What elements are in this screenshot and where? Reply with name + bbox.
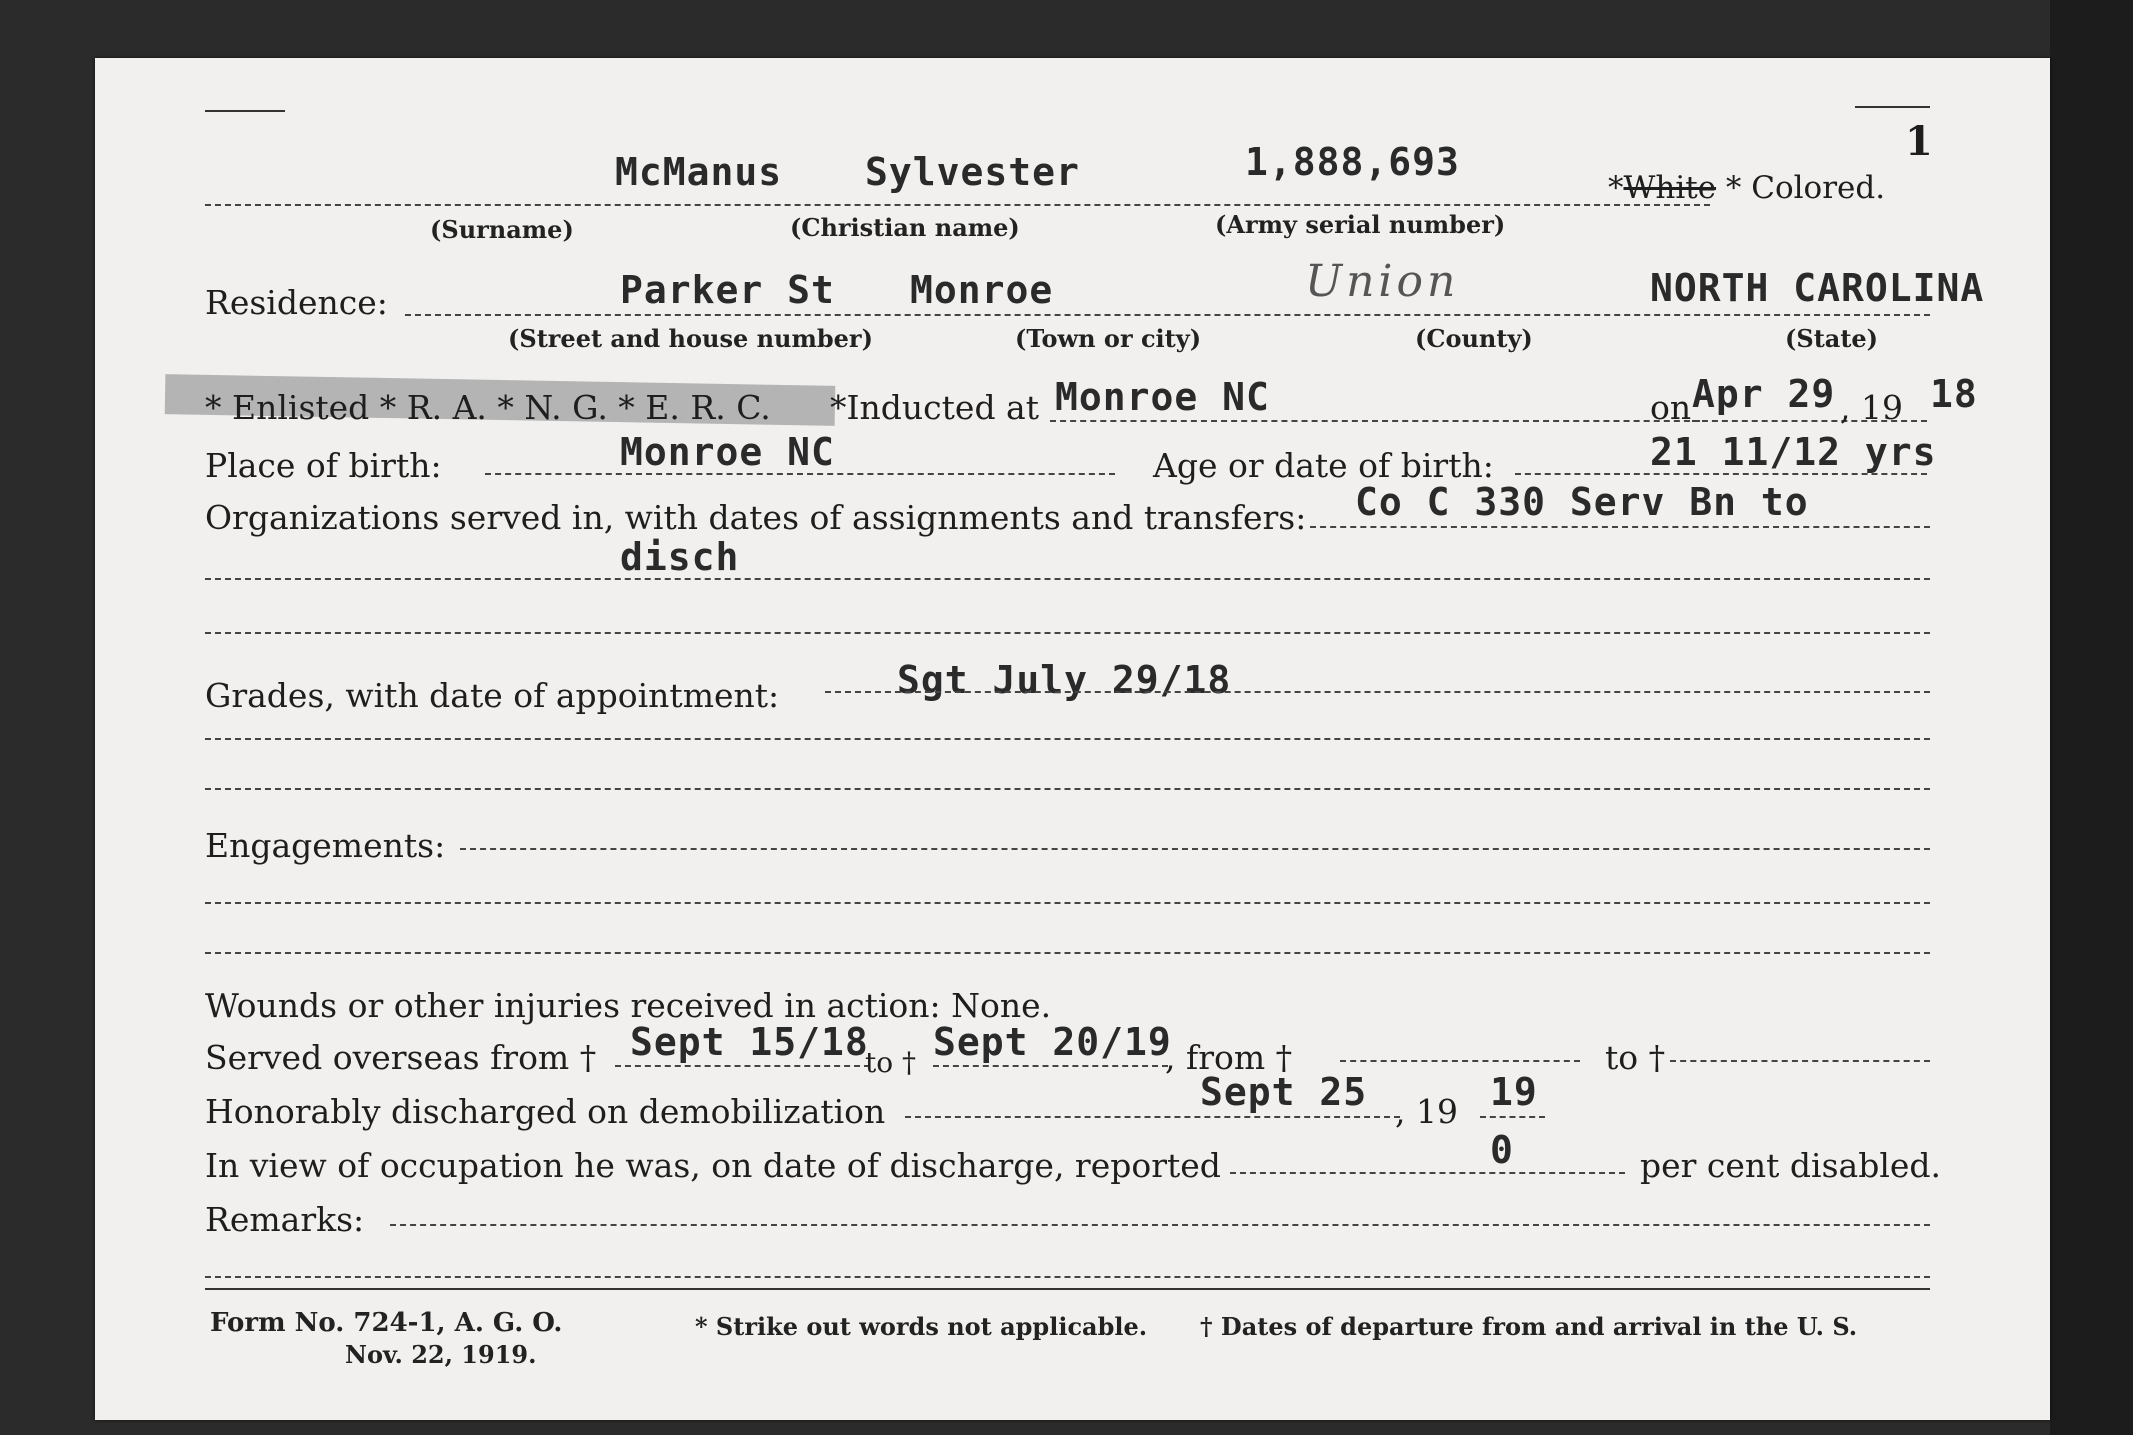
remarks-label: Remarks:: [205, 1200, 365, 1239]
place-of-birth-value: Monroe NC: [620, 430, 835, 474]
place-of-birth-label: Place of birth:: [205, 446, 442, 485]
top-left-rule: [205, 110, 285, 112]
engagements-label: Engagements:: [205, 826, 446, 865]
state-caption: (State): [1785, 324, 1879, 353]
inducted-at-value: Monroe NC: [1055, 375, 1270, 419]
disability-label: In view of occupation he was, on date of discharge, reported: [205, 1146, 1221, 1185]
grades-rule-3: [205, 788, 1930, 790]
age-line: [1515, 473, 1927, 475]
overseas-from1-line: [615, 1065, 870, 1067]
wounds-text: Wounds or other injuries received in action: None.: [205, 986, 1052, 1025]
overseas-to1-line: [933, 1065, 1168, 1067]
grades-label: Grades, with date of appointment:: [205, 676, 780, 715]
place-of-birth-line: [485, 473, 1115, 475]
surname-caption: (Surname): [430, 215, 574, 244]
disability-value: 0: [1490, 1128, 1514, 1172]
residence-town: Monroe: [910, 268, 1054, 312]
card-number: 1: [1905, 118, 1933, 165]
scan-background-edge: [2050, 0, 2133, 1435]
grades-rule-2: [205, 738, 1930, 740]
county-caption: (County): [1415, 324, 1533, 353]
inducted-label: *Inducted at: [830, 388, 1039, 427]
overseas-from2-label: , from †: [1165, 1038, 1293, 1077]
residence-county: Union: [1305, 256, 1460, 307]
organizations-rule-2: [205, 578, 1930, 580]
engagements-rule-2: [205, 902, 1930, 904]
serial-number-caption: (Army serial number): [1215, 210, 1506, 239]
inducted-year-prefix: , 19: [1840, 388, 1903, 427]
inducted-year-suffix: 18: [1930, 372, 1978, 416]
residence-line: [405, 314, 1930, 316]
form-number: Form No. 724-1, A. G. O.: [210, 1308, 563, 1338]
race-field: [1608, 170, 1885, 206]
footer-rule: [205, 1288, 1930, 1290]
discharge-year-suffix: 19: [1490, 1070, 1538, 1114]
enlistment-options: * Enlisted * R. A. * N. G. * E. R. C.: [205, 388, 771, 427]
christian-name-caption: (Christian name): [790, 213, 1020, 242]
inducted-line: [1050, 420, 1700, 422]
organizations-line2: disch: [620, 535, 740, 579]
race-star: *: [1608, 170, 1624, 206]
discharge-year-line: [1480, 1116, 1545, 1118]
race-colored: * Colored.: [1725, 170, 1886, 206]
residence-state: NORTH CAROLINA: [1650, 266, 1985, 310]
disability-suffix: per cent disabled.: [1640, 1146, 1942, 1185]
remarks-rule-2: [205, 1276, 1930, 1278]
overseas-to-mark: to †: [865, 1046, 917, 1079]
discharge-date-line: [905, 1116, 1400, 1118]
overseas-to1: Sept 20/19: [933, 1020, 1172, 1064]
residence-label: Residence:: [205, 283, 388, 322]
inducted-on-label: on: [1650, 388, 1692, 427]
surname-value: McManus: [615, 150, 783, 194]
service-record-card: [95, 58, 2050, 1420]
organizations-rule-1: [1310, 526, 1930, 528]
overseas-to2-label: to †: [1605, 1038, 1666, 1077]
disability-line: [1230, 1172, 1625, 1174]
christian-name-value: Sylvester: [865, 150, 1080, 194]
age-value: 21 11/12 yrs: [1650, 430, 1937, 474]
name-line: [205, 204, 1710, 206]
card-number-rule: [1855, 106, 1930, 108]
town-caption: (Town or city): [1015, 324, 1202, 353]
discharge-year-prefix: , 19: [1395, 1092, 1458, 1131]
serial-number-value: 1,888,693: [1245, 140, 1460, 184]
overseas-from1: Sept 15/18: [630, 1020, 869, 1064]
engagements-rule-1: [460, 848, 1930, 850]
overseas-to2-line: [1670, 1060, 1930, 1062]
street-caption: (Street and house number): [508, 324, 873, 353]
remarks-rule-1: [390, 1224, 1930, 1226]
organizations-line1: Co C 330 Serv Bn to: [1355, 480, 1809, 524]
engagements-rule-3: [205, 952, 1930, 954]
inducted-date: Apr 29: [1692, 372, 1836, 416]
race-white-struck: White: [1623, 170, 1717, 206]
form-date: Nov. 22, 1919.: [345, 1340, 537, 1369]
footnote-strike: * Strike out words not applicable.: [695, 1312, 1148, 1341]
organizations-label: Organizations served in, with dates of assignments and transfers:: [205, 498, 1307, 537]
discharge-label: Honorably discharged on demobilization: [205, 1092, 886, 1131]
footnote-dates: † Dates of departure from and arrival in the U. S.: [1200, 1312, 1858, 1341]
discharge-date: Sept 25: [1200, 1070, 1368, 1114]
grades-value: Sgt July 29/18: [897, 658, 1232, 702]
grades-rule-1: [825, 691, 1930, 693]
organizations-rule-3: [205, 632, 1930, 634]
overseas-from2-line: [1340, 1060, 1580, 1062]
age-label: Age or date of birth:: [1153, 446, 1494, 485]
overseas-label: Served overseas from †: [205, 1038, 597, 1077]
residence-street: Parker St: [620, 268, 835, 312]
